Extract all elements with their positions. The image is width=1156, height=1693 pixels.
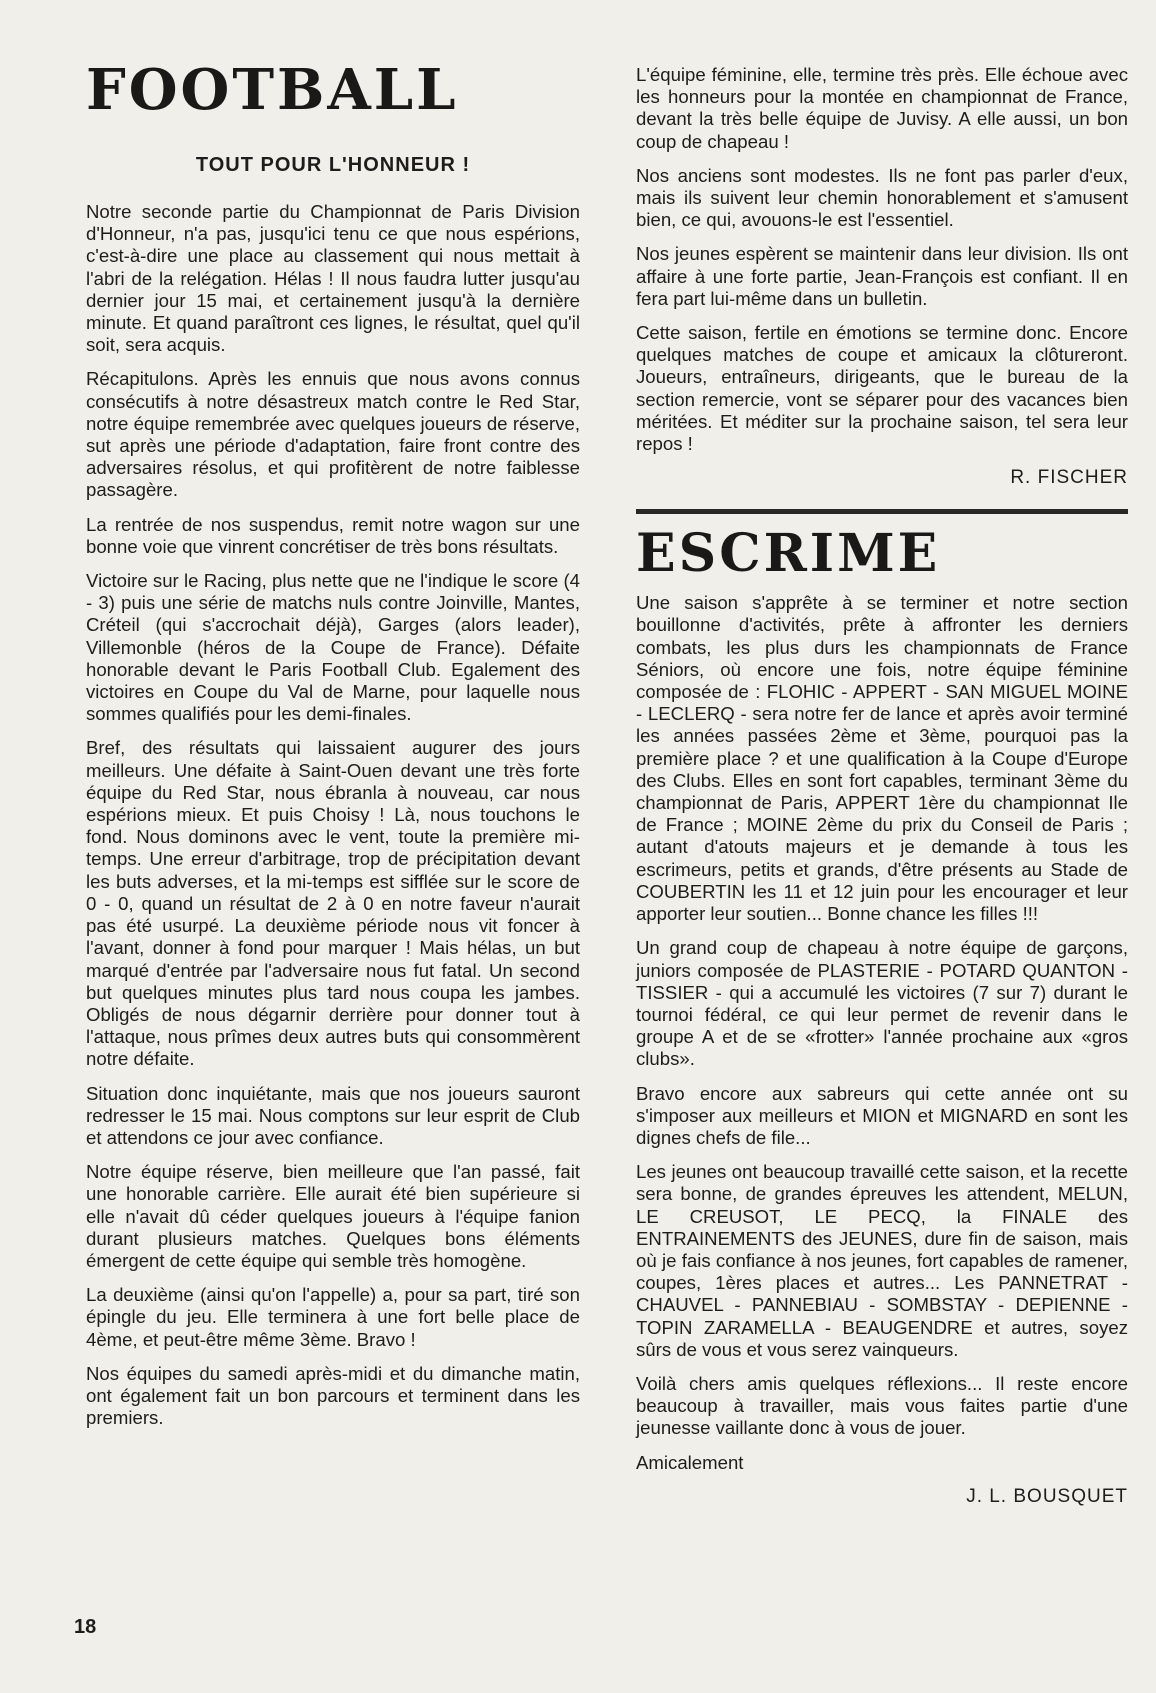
escrime-paragraph: Une saison s'apprête à se terminer et notre section bouillonne d'activités, prête à affronter les derniers combats, les plus durs les championnats de France Séniors, où encore une fois, notre équipe féminine composée de : FLOHIC - APPERT - SAN MIGUEL MOINE - LECLERQ - sera notre fer de lance et après avoir terminé les années passées 2ème et 3ème, pourquoi pas la première place ? et une qualification à la Coupe d'Europe des Clubs. Elles en sont fort capables, terminant 3ème du championnat de Paris, APPERT 1ère du championnat Ile de France ; MOINE 2ème du prix du Conseil de Paris ; autant d'atouts majeurs et je demande à tous les escrimeurs, petits et grands, d'être présents au Stade de COUBERTIN les 11 et 12 juin pour les encourager et leur apporter leur soutien... Bonne chance les filles !!! — [636, 592, 1128, 925]
escrime-paragraph: Les jeunes ont beaucoup travaillé cette saison, et la recette sera bonne, de grandes épreuves les attendent, MELUN, LE CREUSOT, LE PECQ, la FINALE des ENTRAINEMENTS des JEUNES, dure fin de saison, mais où je fais confiance à nos jeunes, fort capables de ramener, coupes, 1ères places et autres... Les PANNETRAT - CHAUVEL - PANNEBIAU - SOMBSTAY - DEPIENNE - TOPIN ZARAMELLA - BEAUGENDRE et autres, soyez sûrs de vous et vous serez vainqueurs. — [636, 1161, 1128, 1360]
left-column — [86, 57, 580, 1441]
football-paragraph: La deuxième (ainsi qu'on l'appelle) a, pour sa part, tiré son épingle du jeu. Elle terminera à une fort belle place de 4ème, et peut-être même 3ème. Bravo ! — [86, 1284, 580, 1350]
football-paragraph: Situation donc inquiétante, mais que nos joueurs sauront redresser le 15 mai. Nous comptons sur leur esprit de Club et attendons ce jour avec confiance. — [86, 1082, 580, 1148]
escrime-paragraph: Voilà chers amis quelques réflexions... Il reste encore beaucoup à travailler, mais vous faites partie d'une jeunesse vaillante donc à vous de jouer. — [636, 1372, 1128, 1439]
football-paragraph: Nos anciens sont modestes. Ils ne font pas parler d'eux, mais ils suivent leur chemin honorablement et s'amusent bien, ce qui, avouons-le est l'essentiel. — [636, 164, 1128, 231]
football-paragraph: Notre seconde partie du Championnat de Paris Division d'Honneur, n'a pas, jusqu'ici tenu ce que nous espérions, c'est-à-dire une place au classement qui nous mettait à l'abri de la relégation. Hélas ! Il nous faudra lutter jusqu'au dernier jour 15 mai, et certainement jusqu'à la dernière minute. Et quand paraîtront ces lignes, le résultat, quel qu'il soit, sera acquis. — [86, 201, 580, 356]
right-column — [636, 64, 1128, 1508]
football-paragraph: Bref, des résultats qui laissaient augurer des jours meilleurs. Une défaite à Saint-Ouen devant une très forte équipe du Red Star, nous ébranla à nouveau, car nous espérions mieux. Et puis Choisy ! Là, nous touchons le fond. Nous dominons avec le vent, toute la première mi-temps. Une erreur d'arbitrage, trop de précipitation devant les buts adverses, et la mi-temps est sifflée sur le score de 0 - 0, quand un résultat de 2 à 0 en notre faveur n'aurait pas été usurpé. La deuxième période nous vit foncer à l'avant, donner à fond pour marquer ! Mais hélas, un but marqué d'entrée par l'adversaire nous fut fatal. Un second but quelques minutes plus tard nous coupa les jambes. Obligés de nous dégarnir derrière pour donner tout à l'attaque, nous prîmes deux autres buts qui consommèrent notre défaite. — [86, 737, 580, 1070]
escrime-title: ESCRIME — [636, 523, 941, 585]
escrime-paragraph: Amicalement — [636, 1451, 744, 1473]
football-subtitle: TOUT POUR L'HONNEUR ! — [195, 154, 471, 176]
escrime-signature: J. L. BOUSQUET — [966, 1485, 1128, 1507]
football-paragraph: Victoire sur le Racing, plus nette que ne l'indique le score (4 - 3) puis une série de matchs nuls contre Joinville, Mantes, Créteil (qui s'accrochait déjà), Garges (alors leader), Villemonble (héros de la Coupe de France). Défaite honorable devant le Paris Football Club. Egalement des victoires en Coupe du Val de Marne, pour laquelle nous sommes qualifiés pour les demi-finales. — [86, 570, 580, 725]
football-paragraph: Nos équipes du samedi après-midi et du dimanche matin, ont également fait un bon parcours et terminent dans les premiers. — [86, 1362, 580, 1429]
section-divider — [636, 509, 1128, 514]
football-paragraph: Notre équipe réserve, bien meilleure que l'an passé, fait une honorable carrière. Elle aurait été bien supérieure si elle n'avait dû céder quelques joueurs à l'équipe fanion durant plusieurs matches. Quelques bons éléments émergent de cette équipe qui semble très homogène. — [86, 1161, 580, 1271]
football-paragraph: Nos jeunes espèrent se maintenir dans leur division. Ils ont affaire à une forte partie, Jean-François est confiant. Il en fera part lui-même dans un bulletin. — [636, 243, 1128, 309]
football-paragraph: La rentrée de nos suspendus, remit notre wagon sur une bonne voie que vinrent concrétiser de très bons résultats. — [86, 513, 580, 557]
football-signature: R. FISCHER — [1010, 467, 1128, 489]
football-paragraph: Cette saison, fertile en émotions se termine donc. Encore quelques matches de coupe et amicaux la clôtureront. Joueurs, entraîneurs, dirigeants, que le bureau de la section remercie, vont se séparer pour des vacances bien méritées. Et méditer sur la prochaine saison, tel sera leur repos ! — [636, 322, 1128, 455]
football-paragraph: L'équipe féminine, elle, termine très près. Elle échoue avec les honneurs pour la montée en championnat de France, devant la très belle équipe de Juvisy. A elle aussi, un bon coup de chapeau ! — [636, 64, 1128, 152]
escrime-paragraph: Un grand coup de chapeau à notre équipe de garçons, juniors composée de PLASTERIE - POTARD QUANTON - TISSIER - qui a accumulé les victoires (7 sur 7) durant le tournoi fédéral, ce qui leur permet de revenir dans le groupe A et de se «frotter» l'année prochaine aux «gros clubs». — [636, 937, 1128, 1070]
football-title: FOOTBALL — [86, 57, 459, 123]
page-number: 18 — [74, 1616, 97, 1638]
football-paragraph: Récapitulons. Après les ennuis que nous avons connus consécutifs à notre désastreux match contre le Red Star, notre équipe remembrée avec quelques joueurs de réserve, sut après une période d'adaptation, faire front contre des adversaires résolus, et qui profitèrent de notre faiblesse passagère. — [86, 368, 580, 501]
escrime-paragraph: Bravo encore aux sabreurs qui cette année ont su s'imposer aux meilleurs et MION et MIGNARD en sont les dignes chefs de file... — [636, 1082, 1128, 1148]
